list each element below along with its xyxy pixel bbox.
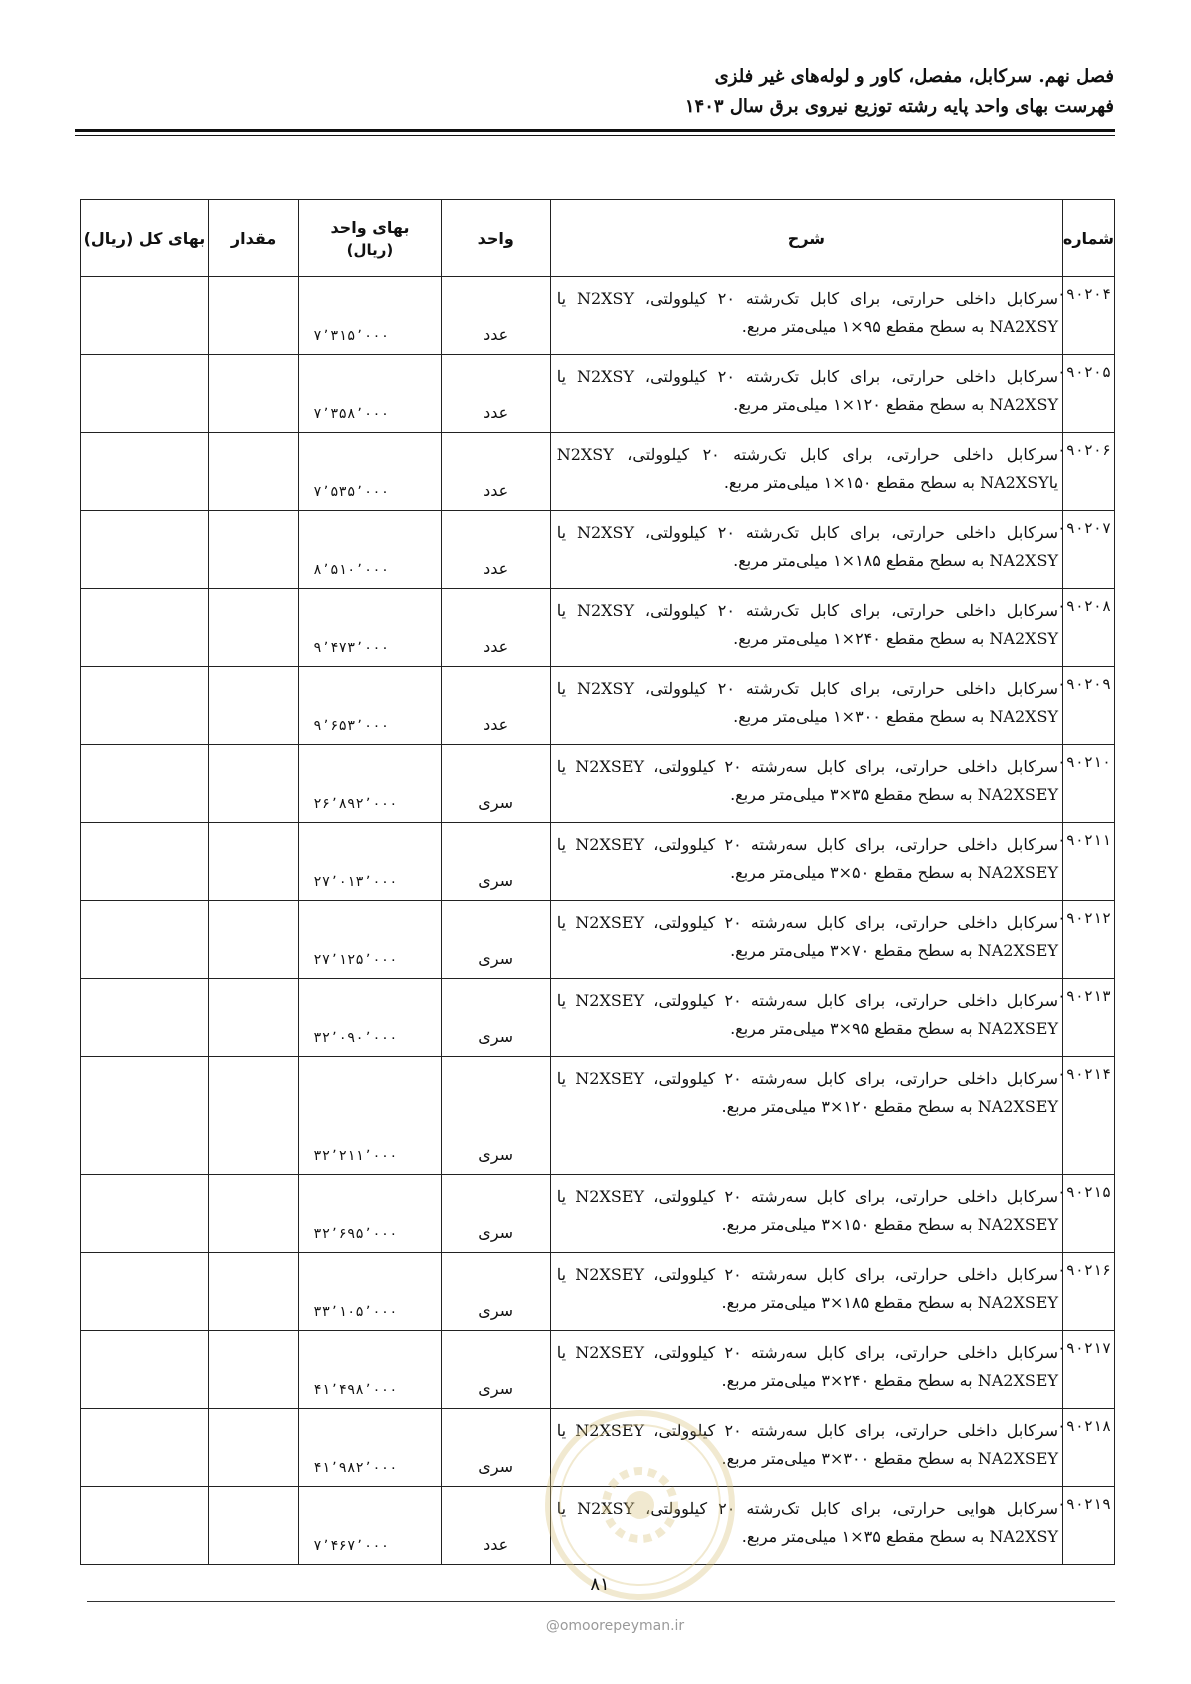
item-total-price <box>81 1409 209 1487</box>
table-row <box>81 667 1115 745</box>
item-total-price <box>81 277 209 355</box>
page-header <box>74 62 1114 122</box>
item-unit-price: ۳۳٬۱۰۵٬۰۰۰ <box>299 1253 441 1331</box>
item-quantity <box>208 1487 298 1565</box>
item-description: سرکابل داخلی حرارتی، برای کابل سه‌رشته ۲۰ کیلوولتی، N2XSEY یا NA2XSEY به سطح مقطع ۱۲۰×۳ میلی‌متر مربع. <box>550 1057 1062 1175</box>
item-description: سرکابل داخلی حرارتی، برای کابل تک‌رشته ۲۰ کیلوولتی، N2XSY یا NA2XSY به سطح مقطع ۳۰۰×۱ میلی‌متر مربع. <box>550 667 1062 745</box>
item-description: سرکابل داخلی حرارتی، برای کابل تک‌رشته ۲۰ کیلوولتی، N2XSY یاNA2XSY به سطح مقطع ۱۵۰×۱ میلی‌متر مربع. <box>550 433 1062 511</box>
table-row <box>81 1253 1115 1331</box>
item-code: ۰۹۰۲۱۹ <box>1063 1487 1115 1565</box>
footer-rule <box>87 1601 1115 1602</box>
website-link[interactable]: @omoorepeyman.ir <box>545 1618 685 1634</box>
item-total-price <box>81 823 209 901</box>
item-description: سرکابل داخلی حرارتی، برای کابل تک‌رشته ۲۰ کیلوولتی، N2XSY یا NA2XSY به سطح مقطع ۱۸۵×۱ میلی‌متر مربع. <box>550 511 1062 589</box>
item-code: ۰۹۰۲۰۷ <box>1063 511 1115 589</box>
table-row <box>81 433 1115 511</box>
item-quantity <box>208 1409 298 1487</box>
item-code: ۰۹۰۲۰۴ <box>1063 277 1115 355</box>
item-code: ۰۹۰۲۱۸ <box>1063 1409 1115 1487</box>
header-rule-thin <box>75 135 1115 136</box>
item-quantity <box>208 823 298 901</box>
item-description: سرکابل داخلی حرارتی، برای کابل سه‌رشته ۲۰ کیلوولتی، N2XSEY یا NA2XSEY به سطح مقطع ۱۸۵×۳ میلی‌متر مربع. <box>550 1253 1062 1331</box>
item-description: سرکابل داخلی حرارتی، برای کابل سه‌رشته ۲۰ کیلوولتی، N2XSEY یا NA2XSEY به سطح مقطع ۲۴۰×۳ میلی‌متر مربع. <box>550 1331 1062 1409</box>
item-description: سرکابل داخلی حرارتی، برای کابل سه‌رشته ۲۰ کیلوولتی، N2XSEY یا NA2XSEY به سطح مقطع ۱۵۰×۳ میلی‌متر مربع. <box>550 1175 1062 1253</box>
item-code: ۰۹۰۲۱۵ <box>1063 1175 1115 1253</box>
item-description: سرکابل داخلی حرارتی، برای کابل سه‌رشته ۲۰ کیلوولتی، N2XSEY یا NA2XSEY به سطح مقطع ۳۵×۳ میلی‌متر مربع. <box>550 745 1062 823</box>
table-row <box>81 277 1115 355</box>
header-rule-thick <box>75 129 1115 132</box>
item-code: ۰۹۰۲۱۳ <box>1063 979 1115 1057</box>
table-row <box>81 979 1115 1057</box>
item-code: ۰۹۰۲۱۱ <box>1063 823 1115 901</box>
item-description: سرکابل داخلی حرارتی، برای کابل تک‌رشته ۲۰ کیلوولتی، N2XSY یا NA2XSY به سطح مقطع ۹۵×۱ میلی‌متر مربع. <box>550 277 1062 355</box>
table-row <box>81 355 1115 433</box>
item-quantity <box>208 433 298 511</box>
item-quantity <box>208 277 298 355</box>
chapter-title: فصل نهم. سرکابل، مفصل، کاور و لوله‌های غیر فلزی <box>714 66 1114 87</box>
item-description: سرکابل داخلی حرارتی، برای کابل سه‌رشته ۲۰ کیلوولتی، N2XSEY یا NA2XSEY به سطح مقطع ۹۵×۳ میلی‌متر مربع. <box>550 979 1062 1057</box>
column-header-total-price: بهای کل (ریال) <box>81 200 209 277</box>
item-total-price <box>81 1175 209 1253</box>
item-unit-price: ۲۷٬۰۱۳٬۰۰۰ <box>299 823 441 901</box>
unit-price-label: بهای واحد <box>330 217 410 237</box>
item-description: سرکابل داخلی حرارتی، برای کابل سه‌رشته ۲۰ کیلوولتی، N2XSEY یا NA2XSEY به سطح مقطع ۳۰۰×۳ میلی‌متر مربع. <box>550 1409 1062 1487</box>
list-title: فهرست بهای واحد پایه رشته توزیع نیروی برق سال ۱۴۰۳ <box>684 96 1114 117</box>
item-code: ۰۹۰۲۱۲ <box>1063 901 1115 979</box>
item-unit: عدد <box>441 1487 550 1565</box>
item-quantity <box>208 1253 298 1331</box>
item-unit: عدد <box>441 667 550 745</box>
item-quantity <box>208 745 298 823</box>
column-header-quantity: مقدار <box>208 200 298 277</box>
item-unit: عدد <box>441 589 550 667</box>
unit-price-currency: (ریال) <box>346 240 394 259</box>
item-unit: عدد <box>441 355 550 433</box>
item-quantity <box>208 511 298 589</box>
item-total-price <box>81 355 209 433</box>
item-description: سرکابل داخلی حرارتی، برای کابل تک‌رشته ۲۰ کیلوولتی، N2XSY یا NA2XSY به سطح مقطع ۲۴۰×۱ میلی‌متر مربع. <box>550 589 1062 667</box>
item-unit: سری <box>441 1409 550 1487</box>
item-description: سرکابل داخلی حرارتی، برای کابل سه‌رشته ۲۰ کیلوولتی، N2XSEY یا NA2XSEY به سطح مقطع ۵۰×۳ میلی‌متر مربع. <box>550 823 1062 901</box>
item-total-price <box>81 1057 209 1175</box>
item-unit: عدد <box>441 433 550 511</box>
table-row <box>81 1175 1115 1253</box>
item-unit: سری <box>441 979 550 1057</box>
item-unit-price: ۲۷٬۱۲۵٬۰۰۰ <box>299 901 441 979</box>
item-total-price <box>81 745 209 823</box>
item-code: ۰۹۰۲۰۹ <box>1063 667 1115 745</box>
item-total-price <box>81 1487 209 1565</box>
item-unit: سری <box>441 745 550 823</box>
item-total-price <box>81 589 209 667</box>
item-quantity <box>208 901 298 979</box>
item-quantity <box>208 1057 298 1175</box>
item-unit-price: ۷٬۳۱۵٬۰۰۰ <box>299 277 441 355</box>
item-unit-price: ۲۶٬۸۹۲٬۰۰۰ <box>299 745 441 823</box>
item-unit: سری <box>441 823 550 901</box>
table-row <box>81 1331 1115 1409</box>
item-unit-price: ۳۲٬۰۹۰٬۰۰۰ <box>299 979 441 1057</box>
column-header-code: شماره <box>1063 200 1115 277</box>
item-description: سرکابل داخلی حرارتی، برای کابل سه‌رشته ۲۰ کیلوولتی، N2XSEY یا NA2XSEY به سطح مقطع ۷۰×۳ میلی‌متر مربع. <box>550 901 1062 979</box>
table-row <box>81 1057 1115 1175</box>
item-code: ۰۹۰۲۰۸ <box>1063 589 1115 667</box>
column-header-description: شرح <box>550 200 1062 277</box>
item-code: ۰۹۰۲۱۷ <box>1063 1331 1115 1409</box>
item-unit: عدد <box>441 277 550 355</box>
table-row <box>81 823 1115 901</box>
item-quantity <box>208 1175 298 1253</box>
column-header-unit: واحد <box>441 200 550 277</box>
item-total-price <box>81 979 209 1057</box>
item-code: ۰۹۰۲۰۵ <box>1063 355 1115 433</box>
item-description: سرکابل داخلی حرارتی، برای کابل تک‌رشته ۲۰ کیلوولتی، N2XSY یا NA2XSY به سطح مقطع ۱۲۰×۱ میلی‌متر مربع. <box>550 355 1062 433</box>
item-unit-price: ۷٬۴۶۷٬۰۰۰ <box>299 1487 441 1565</box>
table-row <box>81 589 1115 667</box>
item-unit: سری <box>441 1175 550 1253</box>
item-code: ۰۹۰۲۱۴ <box>1063 1057 1115 1175</box>
item-quantity <box>208 589 298 667</box>
item-unit-price: ۸٬۵۱۰٬۰۰۰ <box>299 511 441 589</box>
item-unit: سری <box>441 1057 550 1175</box>
price-table <box>80 199 1115 1565</box>
item-code: ۰۹۰۲۰۶ <box>1063 433 1115 511</box>
item-total-price <box>81 1331 209 1409</box>
item-unit-price: ۷٬۵۳۵٬۰۰۰ <box>299 433 441 511</box>
table-row <box>81 901 1115 979</box>
item-unit-price: ۳۲٬۲۱۱٬۰۰۰ <box>299 1057 441 1175</box>
table-row <box>81 745 1115 823</box>
item-unit-price: ۴۱٬۴۹۸٬۰۰۰ <box>299 1331 441 1409</box>
page-number: ۸۱ <box>590 1574 610 1595</box>
item-code: ۰۹۰۲۱۶ <box>1063 1253 1115 1331</box>
item-quantity <box>208 979 298 1057</box>
item-unit: سری <box>441 1253 550 1331</box>
table-row <box>81 511 1115 589</box>
item-total-price <box>81 433 209 511</box>
item-total-price <box>81 1253 209 1331</box>
item-total-price <box>81 667 209 745</box>
item-code: ۰۹۰۲۱۰ <box>1063 745 1115 823</box>
item-description: سرکابل هوایی حرارتی، برای کابل تک‌رشته ۲۰ کیلوولتی، N2XSY یا NA2XSY به سطح مقطع ۳۵×۱ میلی‌متر مربع. <box>550 1487 1062 1565</box>
item-quantity <box>208 1331 298 1409</box>
item-total-price <box>81 511 209 589</box>
column-header-unit-price <box>299 200 441 277</box>
item-unit: سری <box>441 1331 550 1409</box>
item-total-price <box>81 901 209 979</box>
item-unit-price: ۹٬۶۵۳٬۰۰۰ <box>299 667 441 745</box>
item-unit: عدد <box>441 511 550 589</box>
item-unit-price: ۷٬۳۵۸٬۰۰۰ <box>299 355 441 433</box>
item-quantity <box>208 355 298 433</box>
item-unit-price: ۴۱٬۹۸۲٬۰۰۰ <box>299 1409 441 1487</box>
item-unit-price: ۹٬۴۷۳٬۰۰۰ <box>299 589 441 667</box>
item-unit: سری <box>441 901 550 979</box>
item-unit-price: ۳۲٬۶۹۵٬۰۰۰ <box>299 1175 441 1253</box>
table-header-row <box>81 200 1115 277</box>
item-quantity <box>208 667 298 745</box>
